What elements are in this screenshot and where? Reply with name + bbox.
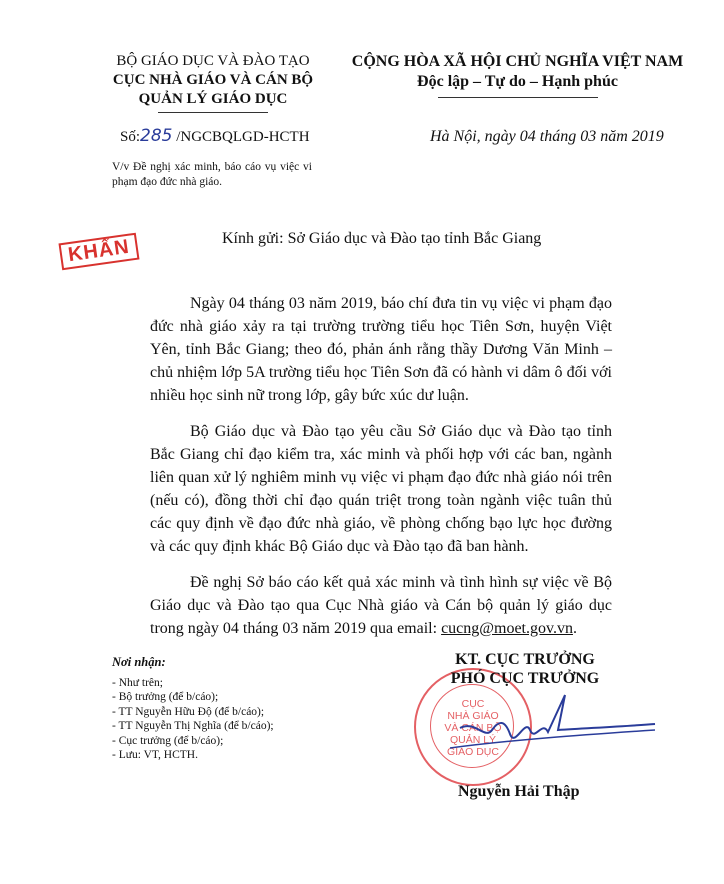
motto: Độc lập – Tự do – Hạnh phúc (417, 73, 618, 90)
number-handwritten: 285 (140, 126, 173, 146)
recipients-title: Nơi nhận: (112, 655, 166, 669)
recipient: - Lưu: VT, HCTH. (112, 749, 198, 761)
recipient: - TT Nguyễn Hữu Độ (để b/cáo); (112, 705, 265, 718)
divider (158, 112, 268, 113)
department-name-line1: CỤC NHÀ GIÁO VÀ CÁN BỘ (112, 72, 314, 88)
urgent-stamp: KHẨN (58, 233, 139, 271)
title-line1: KT. CỤC TRƯỞNG (455, 651, 595, 668)
number-prefix: Số: (120, 129, 141, 145)
recipient: - Bộ trưởng (để b/cáo); (112, 691, 219, 703)
country-name: CỘNG HÒA XÃ HỘI CHỦ NGHĨA VIỆT NAM (351, 53, 684, 70)
paragraph-text: Đề nghị Sở báo cáo kết quả xác minh và tình hình sự việc về Bộ Giáo dục và Đào tạo qua Cục Nhà giáo và Cán bộ quản lý giáo dục trong ngày 04 tháng 03 năm 2019 qua email: (150, 574, 612, 637)
recipients-list (112, 655, 274, 763)
seal-line: VÀ CÁN BỘ (444, 722, 502, 734)
recipient: - Cục trưởng (để b/cáo); (112, 734, 224, 747)
seal-line: QUẢN LÝ (449, 734, 497, 746)
signature-title (420, 650, 630, 688)
national-header (345, 52, 690, 98)
recipient: - Như trên; (112, 676, 163, 689)
document-number (120, 126, 310, 146)
seal-line: GIÁO DỤC (447, 746, 499, 758)
number-suffix: /NGCBQLGD-HCTH (172, 129, 310, 145)
document-date: Hà Nội, ngày 04 tháng 03 năm 2019 (430, 128, 664, 145)
paragraph: Ngày 04 tháng 03 năm 2019, báo chí đưa tin vụ việc vi phạm đạo đức nhà giáo xảy ra tại trường trường tiểu học Tiên Sơn, huyện Việt Yên, tỉnh Bắc Giang; theo đó, phản ánh rằng thầy Dương Văn Minh – chủ nhiệm lớp 5A trường tiểu học Tiên Sơn đã có hành vi dâm ô đối với nhiều học sinh nữ trong lớp, gây bức xúc dư luận. (150, 295, 612, 404)
seal-line: CỤC (461, 698, 485, 710)
handwritten-signature (430, 690, 660, 760)
title-line2: PHÓ CỤC TRƯỞNG (450, 670, 600, 687)
greeting: Kính gửi: Sở Giáo dục và Đào tạo tỉnh Bắc Giang (222, 230, 542, 247)
paragraph-end: . (572, 620, 577, 637)
ministry-name: BỘ GIÁO DỤC VÀ ĐÀO TẠO (116, 53, 310, 69)
paragraph (150, 571, 612, 640)
department-name-line2: QUẢN LÝ GIÁO DỤC (138, 91, 288, 107)
divider (438, 97, 598, 98)
issuing-agency (108, 52, 318, 113)
recipient: - TT Nguyễn Thị Nghĩa (để b/cáo); (112, 720, 274, 732)
paragraph: Bộ Giáo dục và Đào tạo yêu cầu Sở Giáo dục và Đào tạo tỉnh Bắc Giang chỉ đạo kiểm tra, xác minh và phối hợp với các ban, ngành liên quan xử lý nghiêm minh vụ việc vi phạm đạo đức nhà giáo nói trên (nếu có), đồng thời chỉ đạo quán triệt trong toàn ngành việc tuân thủ các quy định về đạo đức nhà giáo, về phòng chống bạo lực học đường và các quy định khác Bộ Giáo dục và Đào tạo đã ban hành. (150, 423, 612, 555)
subject: V/v Đề nghị xác minh, báo cáo vụ việc vi phạm đạo đức nhà giáo. (112, 161, 312, 188)
signer-name: Nguyễn Hải Thập (458, 783, 580, 800)
email-link[interactable]: cucng@moet.gov.vn (441, 620, 573, 637)
seal-line: NHÀ GIÁO (447, 710, 499, 722)
letter-body (150, 292, 612, 653)
